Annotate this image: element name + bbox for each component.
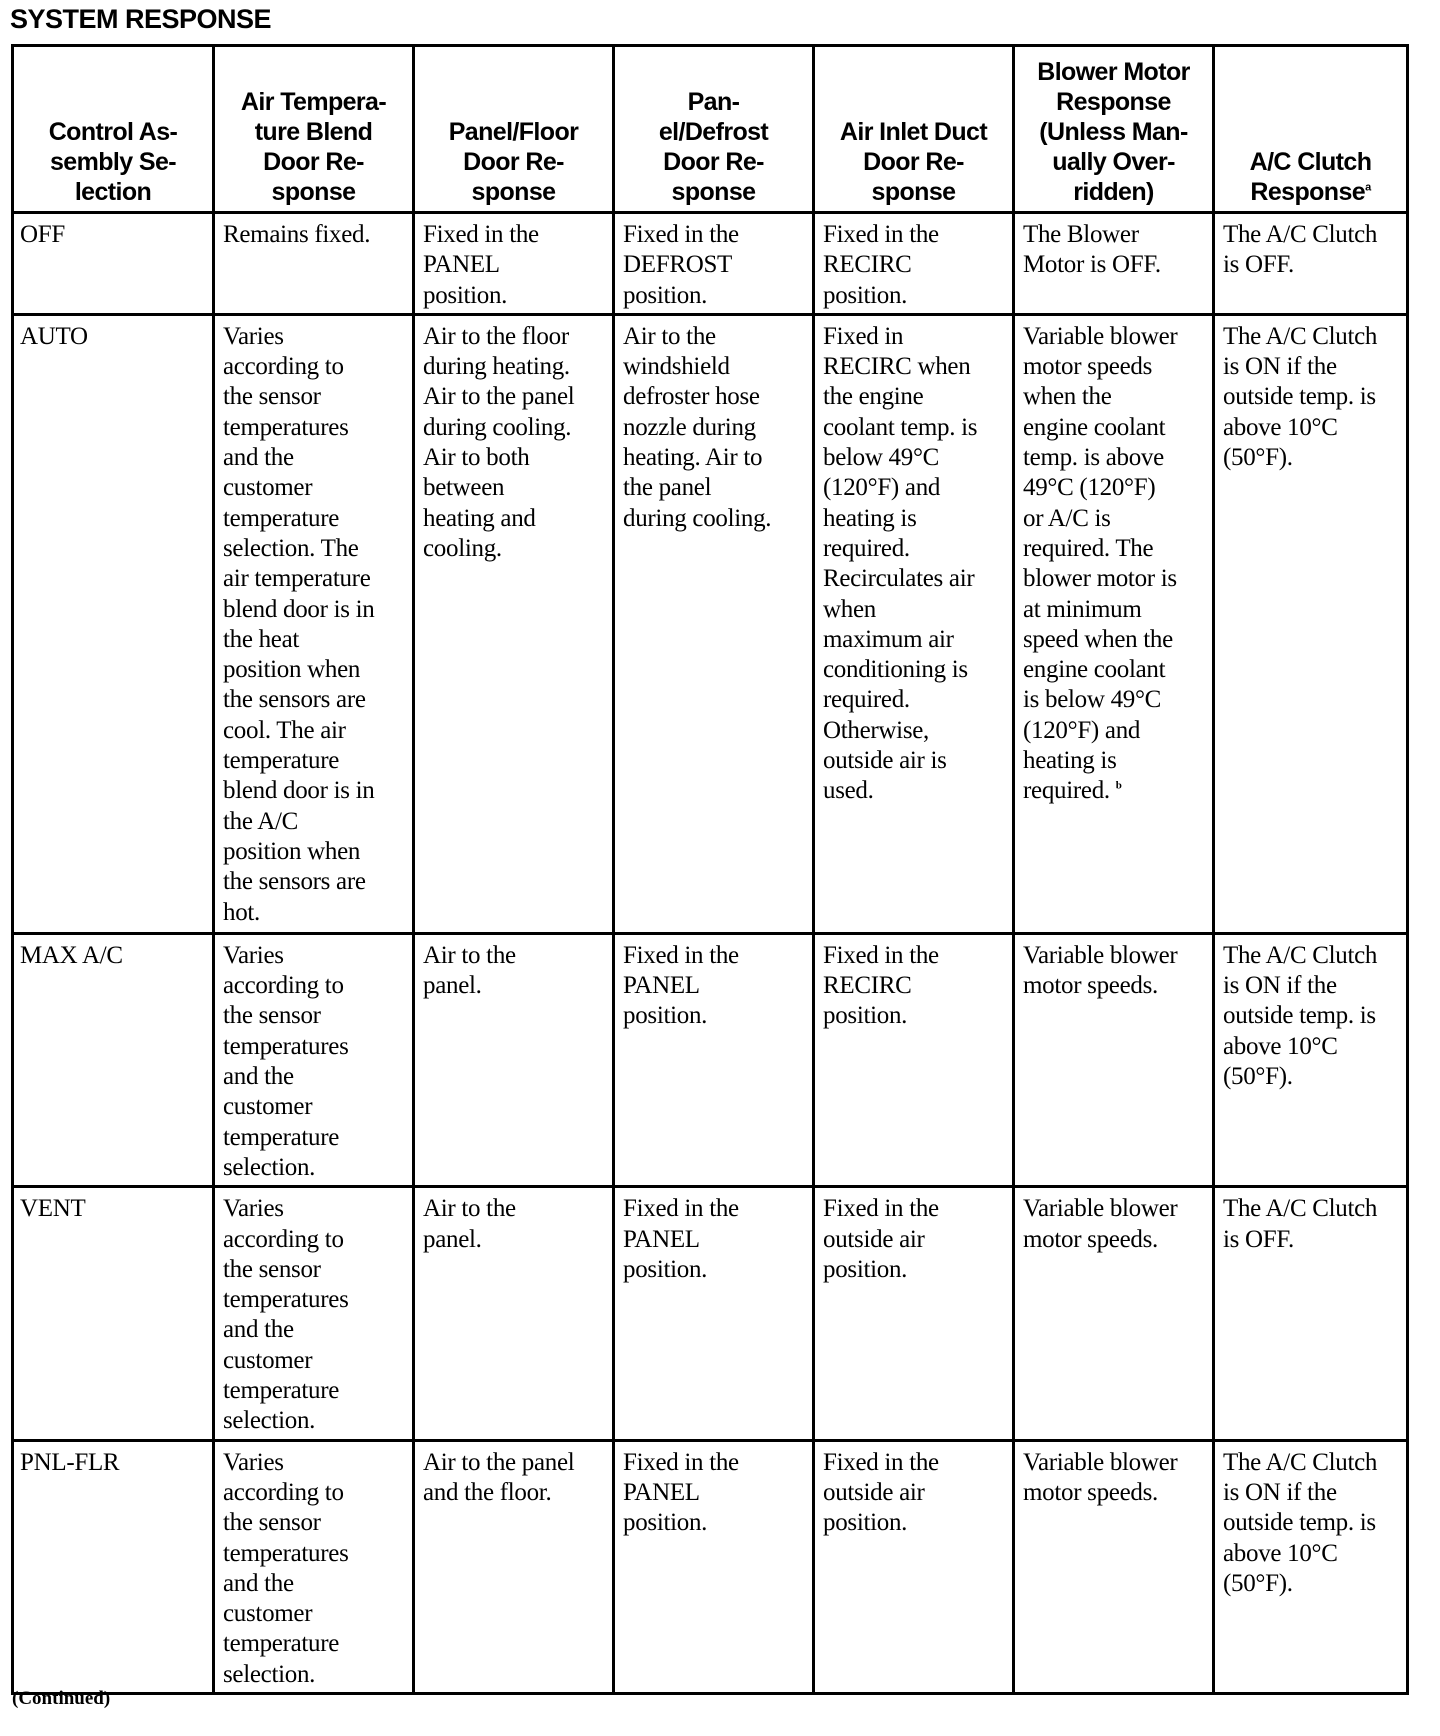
cell-blend: Remains fixed.	[214, 213, 414, 315]
cell-inlet: Fixed in the RECIRC position.	[814, 933, 1014, 1186]
cell-panel-defrost: Fixed in the PANEL position.	[614, 1440, 814, 1693]
cell-blower: Variable blower motor speeds.	[1014, 1440, 1214, 1693]
header-control-selection: Control As- sembly Se- lection	[13, 46, 214, 213]
page-title: SYSTEM RESPONSE	[10, 4, 272, 34]
table-row	[13, 1187, 1408, 1440]
footnote-a: a	[1365, 181, 1371, 194]
cell-clutch: The A/C Clutch is OFF.	[1214, 1187, 1408, 1440]
cell-selection: PNL-FLR	[13, 1440, 214, 1693]
cell-panel-defrost: Air to the windshield defroster hose nozzle during heating. Air to the panel during cooling.	[614, 314, 814, 933]
cell-selection: MAX A/C	[13, 933, 214, 1186]
cell-selection: VENT	[13, 1187, 214, 1440]
cell-blower: The Blower Motor is OFF.	[1014, 213, 1214, 315]
cell-clutch: The A/C Clutch is ON if the outside temp. is above 10°C (50°F).	[1214, 1440, 1408, 1693]
cell-clutch: The A/C Clutch is ON if the outside temp. is above 10°C (50°F).	[1214, 314, 1408, 933]
table-row	[13, 314, 1408, 933]
header-ac-clutch: A/C Clutch Response$^a$	[1214, 46, 1408, 213]
cell-clutch: The A/C Clutch is OFF.	[1214, 213, 1408, 315]
table-row	[13, 933, 1408, 1186]
cell-panel-floor: Air to the panel.	[414, 1187, 614, 1440]
cell-blower: Variable blower motor speeds when the engine coolant temp. is above 49°C (120°F) or A/C is required. The blower motor is at minimum speed when the engine coolant is below 49°C (120°F) and heating is required. $^b$	[1014, 314, 1214, 933]
cell-panel-defrost: Fixed in the PANEL position.	[614, 1187, 814, 1440]
cell-blend: Varies according to the sensor temperatures and the customer temperature selection.	[214, 933, 414, 1186]
cell-panel-floor: Air to the panel and the floor.	[414, 1440, 614, 1693]
cell-blend: Varies according to the sensor temperatures and the customer temperature selection.	[214, 1440, 414, 1693]
header-blend-door: Air Tempera- ture Blend Door Re- sponse	[214, 46, 414, 213]
cell-blend: Varies according to the sensor temperatures and the customer temperature selection.	[214, 1187, 414, 1440]
cell-inlet: Fixed in the outside air position.	[814, 1187, 1014, 1440]
cell-inlet: Fixed in the outside air position.	[814, 1440, 1014, 1693]
cell-panel-floor: Fixed in the PANEL position.	[414, 213, 614, 315]
footnote-b: b	[1115, 780, 1122, 793]
cell-panel-floor: Air to the floor during heating. Air to the panel during cooling. Air to both between heating and cooling.	[414, 314, 614, 933]
table-row	[13, 213, 1408, 315]
table-row	[13, 1440, 1408, 1693]
continued-note: (Continued)	[12, 1688, 111, 1709]
cell-panel-floor: Air to the panel.	[414, 933, 614, 1186]
header-air-inlet-door: Air Inlet Duct Door Re- sponse	[814, 46, 1014, 213]
header-blower-motor: Blower Motor Response (Unless Man- ually Over- ridden)	[1014, 46, 1214, 213]
cell-selection: AUTO	[13, 314, 214, 933]
header-panel-floor-door: Panel/Floor Door Re- sponse	[414, 46, 614, 213]
cell-blend: Varies according to the sensor temperatures and the customer temperature selection. The air temperature blend door is in the heat position when the sensors are cool. The air temperature blend door is in the A/C position when the sensors are hot.	[214, 314, 414, 933]
header-row	[13, 46, 1408, 213]
cell-clutch: The A/C Clutch is ON if the outside temp. is above 10°C (50°F).	[1214, 933, 1408, 1186]
system-response-table	[11, 44, 1409, 1695]
cell-selection: OFF	[13, 213, 214, 315]
cell-panel-defrost: Fixed in the PANEL position.	[614, 933, 814, 1186]
cell-inlet: Fixed in RECIRC when the engine coolant temp. is below 49°C (120°F) and heating is required. Recirculates air when maximum air conditioning is required. Otherwise, outside air is used.	[814, 314, 1014, 933]
cell-panel-defrost: Fixed in the DEFROST position.	[614, 213, 814, 315]
cell-blower: Variable blower motor speeds.	[1014, 1187, 1214, 1440]
header-panel-defrost-door: Pan- el/Defrost Door Re- sponse	[614, 46, 814, 213]
cell-inlet: Fixed in the RECIRC position.	[814, 213, 1014, 315]
cell-blower: Variable blower motor speeds.	[1014, 933, 1214, 1186]
